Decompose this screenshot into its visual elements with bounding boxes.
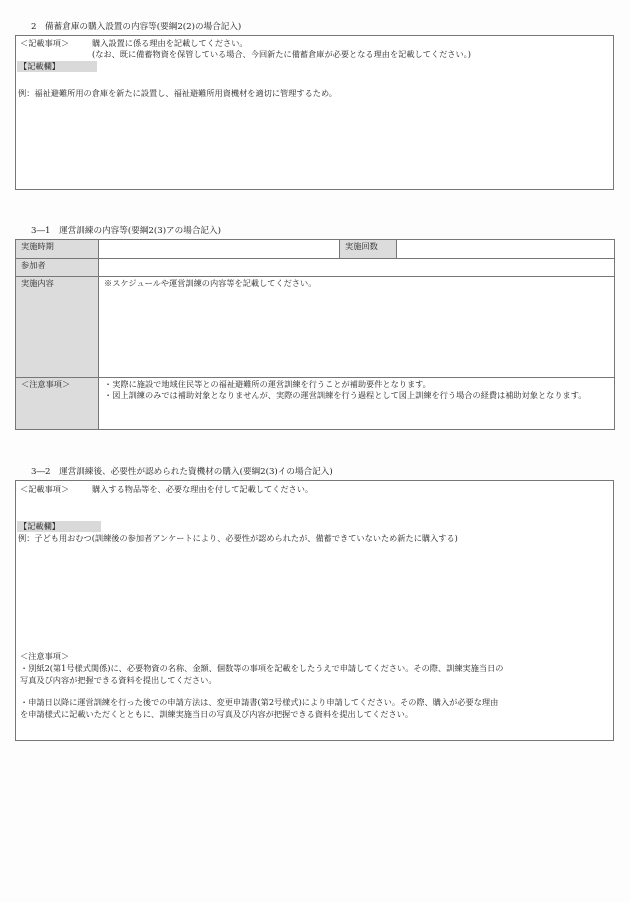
training-table <box>15 239 615 430</box>
content-label: 実施内容 <box>16 277 99 378</box>
note-line: (なお、既に備蓄物資を保管している場合、今回新たに備蓄倉庫が必要となる理由を記載してください。) <box>92 49 471 59</box>
table-row <box>16 259 615 277</box>
table-row <box>16 378 615 430</box>
entry-label: 【記載欄】 <box>17 521 101 532</box>
caution-line: ・別紙2(第1号様式関係)に、必要物資の名称、金額、個数等の事項を記載をしたうえで申請してください。その際、訓練実施当日の <box>20 663 504 673</box>
entry-label: 【記載欄】 <box>17 61 97 72</box>
section-2-box[interactable] <box>15 35 614 190</box>
note-line: 購入設置に係る理由を記載してください。 <box>92 38 248 48</box>
participants-field[interactable] <box>99 259 615 277</box>
note-label: ＜記載事項＞ <box>20 38 70 48</box>
caution-line: ・実際に施設で地域住民等との福祉避難所の運営訓練を行うことが補助要件となります。 <box>104 379 431 389</box>
content-field[interactable]: ※スケジュールや運営訓練の内容等を記載してください。 <box>99 277 615 378</box>
table-row <box>16 240 615 259</box>
section-2-title: 2 備蓄倉庫の購入設置の内容等(要綱2(2)の場合記入) <box>31 22 242 32</box>
section-3-2-title: 3―2 運営訓練後、必要性が認められた資機材の購入(要綱2(3)イの場合記入) <box>31 467 333 477</box>
caution-line: ・図上訓練のみでは補助対象となりませんが、実際の運営訓練を行う過程として図上訓練を行う場合の経費は補助対象となります。 <box>104 390 587 400</box>
period-field[interactable] <box>99 240 340 259</box>
count-field[interactable] <box>397 240 615 259</box>
caution-line: を申請様式に記載いただくとともに、訓練実施当日の写真及び内容が把握できる資料を提出してください。 <box>20 709 414 719</box>
section-3-1-title: 3―1 運営訓練の内容等(要綱2(3)アの場合記入) <box>31 226 221 236</box>
table-row <box>16 277 615 378</box>
caution-cell <box>99 378 615 430</box>
caution-line: ・申請日以降に運営訓練を行った後での申請方法は、変更申請書(第2号様式)により申請してください。その際、購入が必要な理由 <box>20 697 499 707</box>
example-text: 例：福祉避難所用の倉庫を新たに設置し、福祉避難所用資機材を適切に管理するため。 <box>18 88 337 98</box>
example-text: 例：子ども用おむつ(訓練後の参加者アンケートにより、必要性が認められたが、備蓄できていないため新たに購入する) <box>18 533 458 543</box>
count-label: 実施回数 <box>340 240 397 259</box>
period-label: 実施時期 <box>16 240 99 259</box>
caution-label: ＜注意事項＞ <box>20 651 70 661</box>
note-label: ＜記載事項＞ <box>20 484 70 494</box>
note-line: 購入する物品等を、必要な理由を付して記載してください。 <box>92 484 314 494</box>
section-3-2-box[interactable] <box>15 480 614 741</box>
participants-label: 参加者 <box>16 259 99 277</box>
caution-label: ＜注意事項＞ <box>16 378 99 430</box>
caution-line: 写真及び内容が把握できる資料を提出してください。 <box>20 675 217 685</box>
